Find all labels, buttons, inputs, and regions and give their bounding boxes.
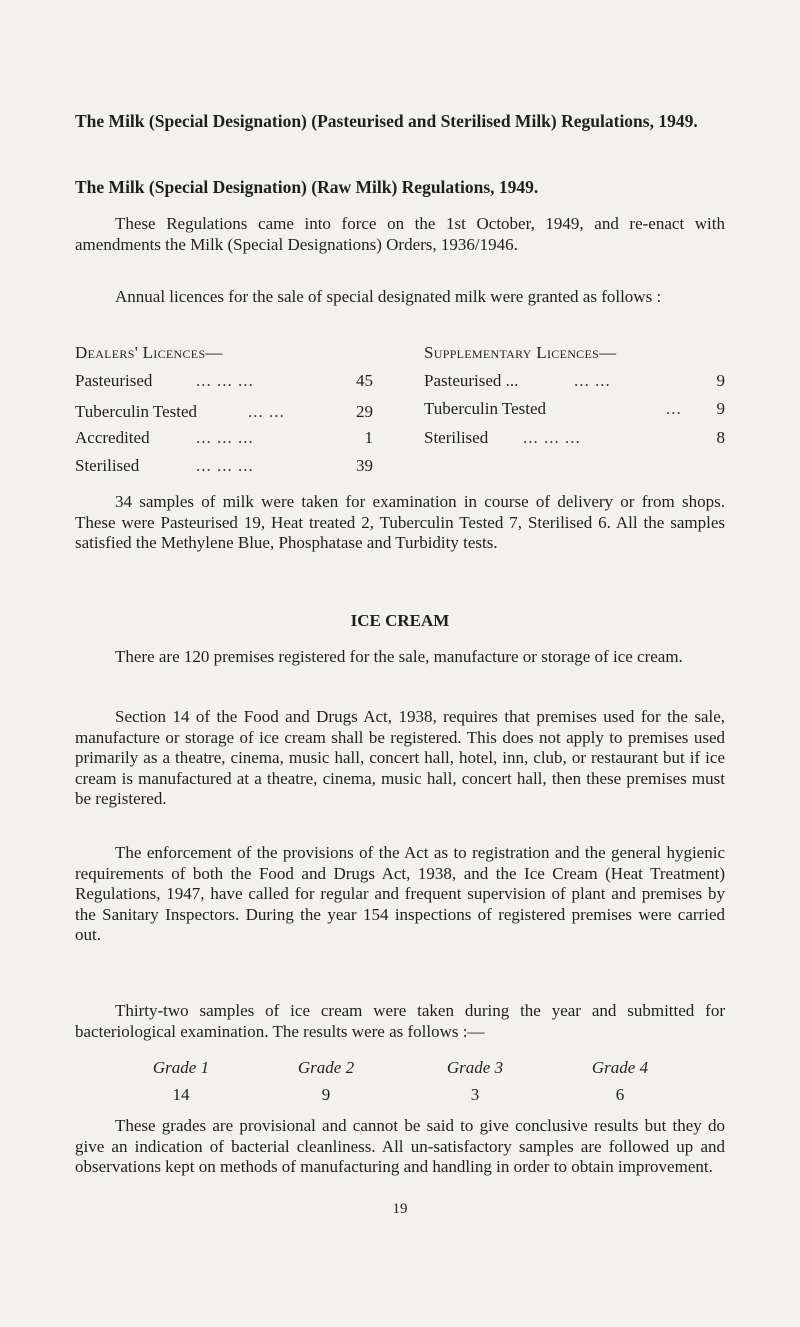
supplementary-row-value: 9 xyxy=(716,399,725,418)
grade-value: 6 xyxy=(615,1085,625,1104)
paragraph-enforcement: The enforcement of the provisions of the Act as to registration and the general hygienic requirements of both the Food and Drugs Act, 1938, and the Ice Cream (Heat Treatment) Regulations, 1947, have called for regular and frequent supervision of plant and premises by the Sanitary Inspectors. During the year 154 inspections of registered premises were carried out. xyxy=(75,843,725,944)
paragraph-ice-cream-samples: Thirty-two samples of ice cream were taken during the year and submitted for bacteriological examination. The results were as follows :— xyxy=(75,1001,725,1041)
heading-raw-milk: The Milk (Special Designation) (Raw Milk) Regulations, 1949. xyxy=(75,177,539,197)
grade-label: Grade 1 xyxy=(152,1058,210,1077)
supplementary-row-value: 8 xyxy=(716,428,725,447)
dealer-row-label: Sterilised xyxy=(75,456,140,475)
paragraph-annual-licences: Annual licences for the sale of special designated milk were granted as follows : xyxy=(115,287,662,306)
paragraph-milk-samples: 34 samples of milk were taken for examination in course of delivery or from shops. These were Pasteurised 19, Heat treated 2, Tuberculin Tested 7, Sterilised 6. All the samples satisfied the Methylene Blue, Phosphatase and Turbidity tests. xyxy=(75,492,725,552)
dealers-licences-title: Dealers' Licences— xyxy=(75,343,223,362)
dealer-row-leader: ... ... ... xyxy=(196,371,254,390)
grade-value: 9 xyxy=(321,1085,331,1104)
grade-value: 14 xyxy=(172,1085,190,1104)
grade-label: Grade 3 xyxy=(446,1058,504,1077)
section-title-ice-cream: ICE CREAM xyxy=(350,611,450,630)
supplementary-row-label: Sterilised xyxy=(424,428,489,447)
supplementary-row-value: 9 xyxy=(716,371,725,390)
paragraph-section-14: Section 14 of the Food and Drugs Act, 1938, requires that premises used for the sale, manufacture or storage of ice cream shall be registered. This does not apply to premises used primarily as a theatre, cinema, music hall, concert hall, hotel, inn, club, or restaurant but if ice cream is manufactured at a theatre, cinema, music hall, concert hall, then these premises must be registered. xyxy=(75,707,725,808)
paragraph-registered-premises: There are 120 premises registered for the sale, manufacture or storage of ice cream. xyxy=(115,647,683,666)
supplementary-row-leader: ... ... ... xyxy=(523,428,581,447)
dealer-row-value: 29 xyxy=(356,402,373,421)
dealer-row-leader: ... ... ... xyxy=(196,428,254,447)
grade-label: Grade 4 xyxy=(591,1058,649,1077)
dealer-row-value: 45 xyxy=(356,371,373,390)
dealer-row-label: Pasteurised xyxy=(75,371,153,390)
dealer-row-value: 1 xyxy=(364,428,373,447)
paragraph-grades-provisional: These grades are provisional and cannot be said to give conclusive results but they do give an indication of bacterial cleanliness. All un-satisfactory samples are followed up and observations kept on methods of manufacturing and handling in order to obtain improvement. xyxy=(75,1116,725,1176)
heading-pasteurised-sterilised: The Milk (Special Designation) (Pasteurised and Sterilised Milk) Regulations, 1949. xyxy=(75,111,698,131)
page-number: 19 xyxy=(392,1201,408,1217)
dealer-row-label: Accredited xyxy=(75,428,150,447)
dealer-row-leader: ... ... ... xyxy=(196,456,254,475)
paragraph-regulations: These Regulations came into force on the 1st October, 1949, and re-enact with amendments the Milk (Special Designations) Orders, 1936/1946. xyxy=(75,214,725,254)
supplementary-row-leader: ... xyxy=(666,399,682,418)
supplementary-row-leader: ... ... xyxy=(574,371,611,390)
dealer-row-leader: ... ... xyxy=(248,402,285,421)
dealer-row-value: 39 xyxy=(356,456,373,475)
grade-label: Grade 2 xyxy=(297,1058,355,1077)
grade-value: 3 xyxy=(470,1085,480,1104)
supplementary-licences-title: Supplementary Licences— xyxy=(424,343,617,362)
supplementary-row-label: Tuberculin Tested xyxy=(424,399,547,418)
dealer-row-label: Tuberculin Tested xyxy=(75,402,198,421)
supplementary-row-label: Pasteurised ... xyxy=(424,371,519,390)
